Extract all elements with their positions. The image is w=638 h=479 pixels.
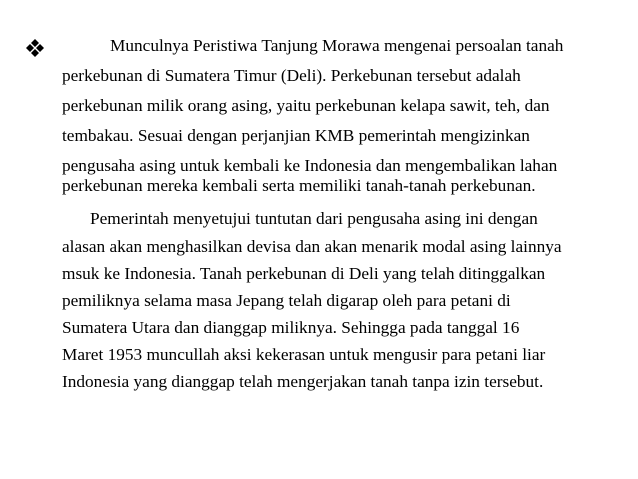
paragraph-2-line-6: Maret 1953 muncullah aksi kekerasan untuk mengusir para petani liar [62, 345, 546, 364]
paragraph-1-line-2: perkebunan di Sumatera Timur (Deli). Perkebunan tersebut adalah [62, 66, 521, 85]
paragraph-1-line-1: Munculnya Peristiwa Tanjung Morawa mengenai persoalan tanah [110, 36, 564, 55]
paragraph-1-line-4: tembakau. Sesuai dengan perjanjian KMB pemerintah mengizinkan [62, 126, 530, 145]
paragraph-1-line-5: pengusaha asing untuk kembali ke Indonesia dan mengembalikan lahan [62, 156, 558, 175]
paragraph-2-line-5: Sumatera Utara dan dianggap miliknya. Sehingga pada tanggal 16 [62, 318, 520, 337]
paragraph-2-line-4: pemiliknya selama masa Jepang telah digarap oleh para petani di [62, 291, 511, 310]
four-diamond-bullet-icon [26, 39, 44, 57]
paragraph-2-line-7: Indonesia yang dianggap telah mengerjakan tanah tanpa izin tersebut. [62, 372, 544, 391]
paragraph-1-line-6: perkebunan mereka kembali serta memiliki tanah-tanah perkebunan. [62, 176, 536, 195]
paragraph-2-line-3: msuk ke Indonesia. Tanah perkebunan di Deli yang telah ditinggalkan [62, 264, 546, 283]
paragraph-2-line-2: alasan akan menghasilkan devisa dan akan menarik modal asing lainnya [62, 237, 562, 256]
paragraph-1-line-3: perkebunan milik orang asing, yaitu perkebunan kelapa sawit, teh, dan [62, 96, 550, 115]
paragraph-2-line-1: Pemerintah menyetujui tuntutan dari pengusaha asing ini dengan [90, 209, 538, 228]
